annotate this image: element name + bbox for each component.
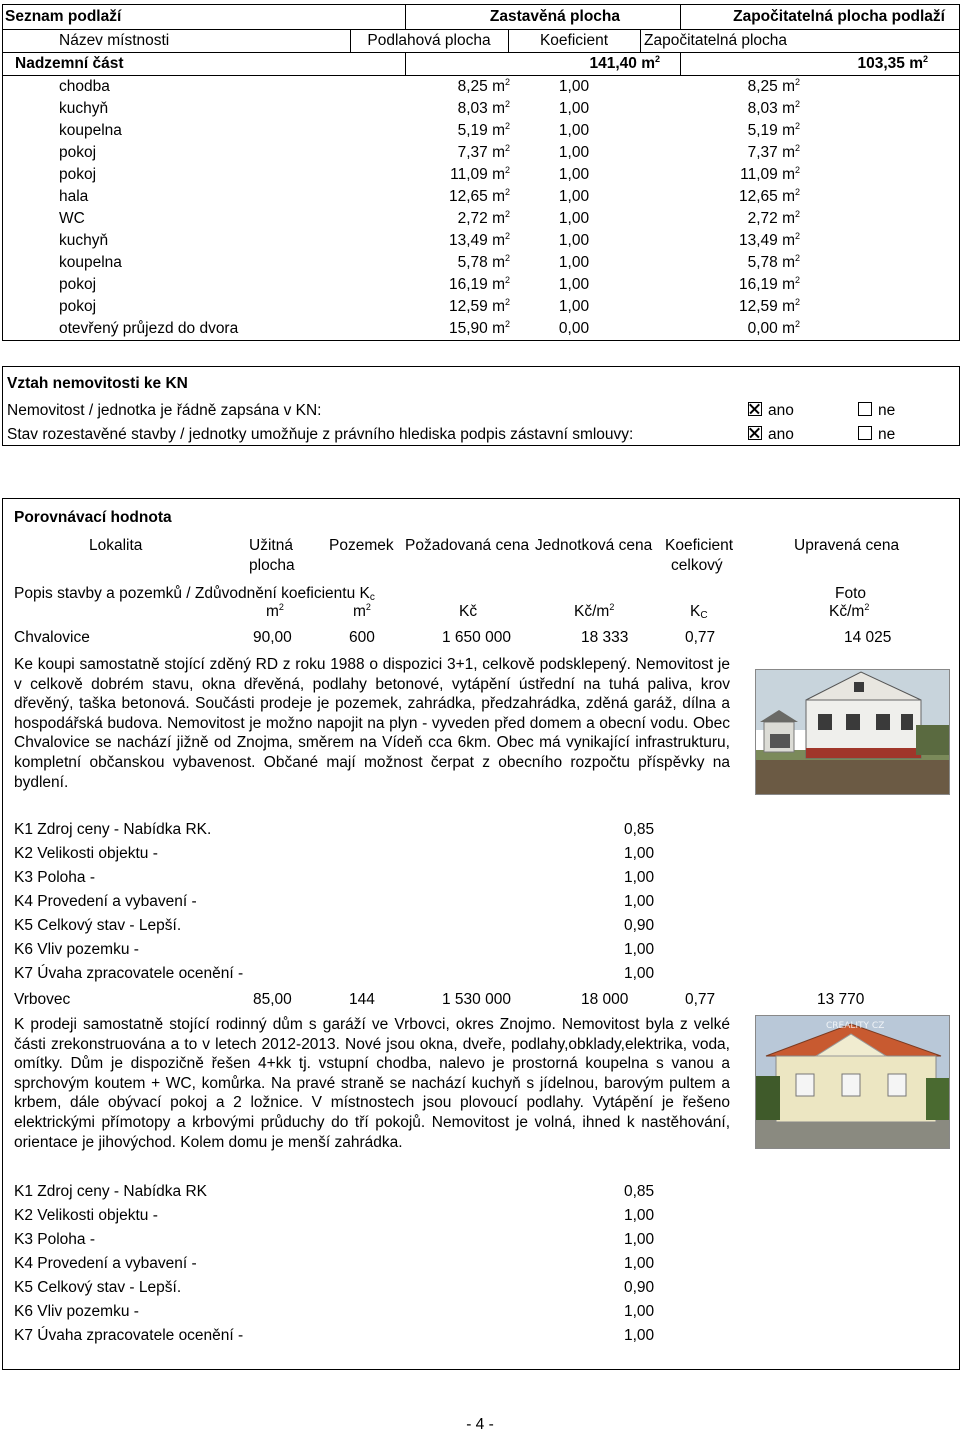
room-coef: 1,00 <box>558 298 590 315</box>
room-name: hala <box>59 188 89 205</box>
room-area: 13,49 $m^2$ <box>448 231 510 249</box>
factor-label: K1 Zdroj ceny - Nabídka RK. <box>14 821 212 838</box>
factor-value: 1,00 <box>624 1255 655 1272</box>
floor-row <box>3 252 959 274</box>
room-coef: 0,00 <box>558 320 590 337</box>
room-coef: 1,00 <box>558 78 590 95</box>
room-coef: 1,00 <box>558 188 590 205</box>
floor-area-header: Podlahová plocha <box>367 32 491 49</box>
unit-land: $m^2$ <box>353 602 371 620</box>
floor-table-subheader <box>3 30 959 53</box>
floor-row <box>3 120 959 142</box>
col-popis: Popis stavby a pozemků / Zdůvodnění koeficientu $K_c$ <box>14 585 375 603</box>
item1-adjusted: 14 025 <box>844 629 892 646</box>
total-built-area: 141,40 $m^2$ <box>589 54 660 72</box>
floor-row <box>3 208 959 230</box>
room-name: koupelna <box>59 122 122 139</box>
item2-photo <box>755 1015 950 1149</box>
room-counted: 0,00 $m^2$ <box>747 319 800 337</box>
item2-adjusted: 13 770 <box>817 991 865 1008</box>
factor-value: 0,85 <box>624 1183 655 1200</box>
room-area: 2,72 $m^2$ <box>457 209 510 227</box>
kn-q2-yes-checkbox[interactable]: ano <box>748 426 794 444</box>
factor-label: K2 Velikosti objektu - <box>14 1207 158 1224</box>
col-celkovy: celkový <box>671 557 723 574</box>
room-coef: 1,00 <box>558 166 590 183</box>
factor-value: 1,00 <box>624 1303 655 1320</box>
item2-price: 1 530 000 <box>442 991 511 1008</box>
checked-box-icon <box>748 402 762 416</box>
floor-row <box>3 296 959 318</box>
room-name: pokoj <box>59 144 97 161</box>
comparison-title: Porovnávací hodnota <box>14 509 172 526</box>
factor-label: K6 Vliv pozemku - <box>14 941 139 958</box>
room-coef: 1,00 <box>558 210 590 227</box>
room-coef: 1,00 <box>558 100 590 117</box>
floor-row <box>3 76 959 98</box>
room-counted: 5,78 $m^2$ <box>747 253 800 271</box>
unit-area: $m^2$ <box>266 602 284 620</box>
col-jednotkova: Jednotková cena <box>535 537 653 554</box>
col-upravena: Upravená cena <box>794 537 900 554</box>
above-ground-label: Nadzemní část <box>15 55 124 72</box>
floor-row <box>3 318 959 340</box>
factor-label: K4 Provedení a vybavení - <box>14 1255 197 1272</box>
room-coef: 1,00 <box>558 254 590 271</box>
col-koeficient: Koeficient <box>665 537 734 554</box>
col-lokalita: Lokalita <box>89 537 143 554</box>
room-name-header: Název místnosti <box>59 32 170 49</box>
floor-table-title: Seznam podlaží <box>5 8 122 25</box>
floor-row <box>3 98 959 120</box>
factor-label: K1 Zdroj ceny - Nabídka RK <box>14 1183 207 1200</box>
room-area: 15,90 $m^2$ <box>448 319 510 337</box>
room-name: pokoj <box>59 166 97 183</box>
col-plocha: plocha <box>249 557 295 574</box>
factor-label: K5 Celkový stav - Lepší. <box>14 917 182 934</box>
factor-label: K3 Poloha - <box>14 869 95 886</box>
kn-q1-yes-checkbox[interactable]: ano <box>748 402 794 420</box>
item1-price: 1 650 000 <box>442 629 511 646</box>
factor-value: 1,00 <box>624 845 655 862</box>
room-coef: 1,00 <box>558 232 590 249</box>
item2-description: K prodeji samostatně stojící rodinný dům s garáží ve Vrbovci, okres Znojmo. Nemovitost byla z velké části zrekonstruována a to v letech 2012-2013. Nové jsou okna, dveře, podlahy,obklady,elektrika, voda, omítky. Dům je dispozičně řešen 4+kk tj. vstupní chodba, nalevo je prostorná koupelna s vanou a sprchovým koutem + WC, komůrka. Na pravé straně se nachází kuchyň s jídelnou, barovým pultem a krbem, dále obývací pokoj a 2 ložnice. V místnostech jsou plovoucí podlahy. Vytápění je řešeno elektrickými přímotopy a krbovými průduchy do tří pokojů. Nemovitost je volná, ihned k nastěhování, orientace je jihovýchod. Kolem domu je menší zahrádka. <box>14 1016 730 1151</box>
empty-box-icon <box>858 402 872 416</box>
floor-row <box>3 186 959 208</box>
floor-row <box>3 142 959 164</box>
counted-area-header: Započitatelná plocha podlaží <box>733 8 945 25</box>
item2-area: 85,00 <box>253 991 292 1008</box>
room-area: 12,65 $m^2$ <box>448 187 510 205</box>
unit-adjusted: $Kč/m^2$ <box>829 602 870 620</box>
factor-value: 1,00 <box>624 1327 655 1344</box>
item2-place: Vrbovec <box>14 991 71 1008</box>
room-counted: 2,72 $m^2$ <box>747 209 800 227</box>
factor-label: K3 Poloha - <box>14 1231 95 1248</box>
kn-q2-no-checkbox[interactable]: ne <box>858 426 895 444</box>
room-name: koupelna <box>59 254 122 271</box>
factor-label: K5 Celkový stav - Lepší. <box>14 1279 182 1296</box>
col-pozadovana: Požadovaná cena <box>405 537 530 554</box>
factor-label: K7 Úvaha zpracovatele ocenění - <box>14 965 244 982</box>
room-counted: 12,65 $m^2$ <box>738 187 800 205</box>
kn-title: Vztah nemovitosti ke KN <box>7 375 188 392</box>
item1-land: 600 <box>349 629 375 646</box>
photo-watermark: CREALITY CZ <box>826 1021 885 1031</box>
room-name: chodba <box>59 78 110 95</box>
item1-photo <box>755 669 950 795</box>
factor-value: 0,85 <box>624 821 655 838</box>
empty-box-icon <box>858 426 872 440</box>
factor-label: K6 Vliv pozemku - <box>14 1303 139 1320</box>
item2-coef: 0,77 <box>685 991 716 1008</box>
kn-relation-section <box>2 366 960 446</box>
room-counted: 12,59 $m^2$ <box>738 297 800 315</box>
counted-area-subheader: Započitatelná plocha <box>644 32 788 49</box>
above-ground-total-row <box>3 53 959 76</box>
room-area: 11,09 $m^2$ <box>450 165 510 183</box>
room-counted: 8,25 $m^2$ <box>747 77 800 95</box>
kn-q1-no-checkbox[interactable]: ne <box>858 402 895 420</box>
comparison-section <box>2 498 960 1370</box>
room-area: 8,25 $m^2$ <box>457 77 510 95</box>
factor-value: 1,00 <box>624 1231 655 1248</box>
room-coef: 1,00 <box>558 276 590 293</box>
unit-coef: $K_C$ <box>690 603 708 621</box>
floor-table-header <box>3 5 959 30</box>
coef-header: Koeficient <box>539 32 609 49</box>
factor-label: K7 Úvaha zpracovatele ocenění - <box>14 1327 244 1344</box>
item1-place: Chvalovice <box>14 629 90 646</box>
room-counted: 16,19 $m^2$ <box>738 275 800 293</box>
item2-unit-price: 18 000 <box>581 991 629 1008</box>
item1-description: Ke koupi samostatně stojící zděný RD z roku 1988 o dispozici 3+1, celkově podsklepený. Nemovitost je v celkově dobrém stavu, okna dřevěná, podlahy betonové, vytápění ústřední na tuhá paliva, krov dřevěný, taška betonová. Součásti prodeje je pozemek, zahrádka, předzahrádka, zděná garáž, dílna a hospodářská budova. Nemovitost je možno napojit na plyn - vyveden před domem a obecní vodu. Obec Chvalovice se nachází jižně od Znojma, směrem na Vídeň cca 6km. Obec má vynikající infrastrukturu, kompletní občanskou vybavenost. Občané mají možnost čerpat z obecního rozpočtu příspěvky na bydlení. <box>14 656 730 791</box>
floor-row <box>3 164 959 186</box>
floor-row <box>3 230 959 252</box>
factor-value: 1,00 <box>624 1207 655 1224</box>
room-area: 16,19 $m^2$ <box>448 275 510 293</box>
room-name: WC <box>59 210 85 227</box>
item1-unit-price: 18 333 <box>581 629 629 646</box>
room-name: kuchyň <box>59 100 109 117</box>
item2-land: 144 <box>349 991 375 1008</box>
factor-value: 0,90 <box>624 1279 655 1296</box>
room-name: pokoj <box>59 298 97 315</box>
kn-question-registered: Nemovitost / jednotka je řádně zapsána v KN: <box>7 402 322 419</box>
floor-list-table <box>2 4 960 341</box>
unit-price: Kč <box>459 603 478 620</box>
col-pozemek: Pozemek <box>329 537 394 554</box>
col-foto: Foto <box>835 585 867 602</box>
room-coef: 1,00 <box>558 144 590 161</box>
factor-value: 1,00 <box>624 965 655 982</box>
factor-value: 1,00 <box>624 869 655 886</box>
room-counted: 5,19 $m^2$ <box>747 121 800 139</box>
room-area: 12,59 $m^2$ <box>448 297 510 315</box>
room-area: 5,19 $m^2$ <box>457 121 510 139</box>
page-number: - 4 - <box>466 1416 494 1433</box>
room-name: kuchyň <box>59 232 109 249</box>
factor-label: K2 Velikosti objektu - <box>14 845 158 862</box>
col-uzitna: Užitná <box>249 537 293 554</box>
room-area: 5,78 $m^2$ <box>457 253 510 271</box>
kn-question-pledge: Stav rozestavěné stavby / jednotky umožňuje z právního hlediska podpis zástavní smlouvy: <box>7 426 634 443</box>
room-counted: 8,03 $m^2$ <box>747 99 800 117</box>
room-name: otevřený průjezd do dvora <box>59 320 239 337</box>
built-area-header: Zastavěná plocha <box>489 8 620 25</box>
factor-value: 1,00 <box>624 893 655 910</box>
room-counted: 11,09 $m^2$ <box>740 165 800 183</box>
room-name: pokoj <box>59 276 97 293</box>
floor-row <box>3 274 959 296</box>
item1-coef: 0,77 <box>685 629 716 646</box>
unit-unit-price: $Kč/m^2$ <box>574 602 615 620</box>
room-counted: 13,49 $m^2$ <box>738 231 800 249</box>
floor-rows <box>3 76 959 340</box>
factor-value: 0,90 <box>624 917 655 934</box>
room-area: 8,03 $m^2$ <box>457 99 510 117</box>
room-coef: 1,00 <box>558 122 590 139</box>
checked-box-icon <box>748 426 762 440</box>
factor-label: K4 Provedení a vybavení - <box>14 893 197 910</box>
item1-area: 90,00 <box>253 629 292 646</box>
room-area: 7,37 $m^2$ <box>457 143 510 161</box>
total-counted-area: 103,35 $m^2$ <box>857 54 928 72</box>
factor-value: 1,00 <box>624 941 655 958</box>
room-counted: 7,37 $m^2$ <box>747 143 800 161</box>
